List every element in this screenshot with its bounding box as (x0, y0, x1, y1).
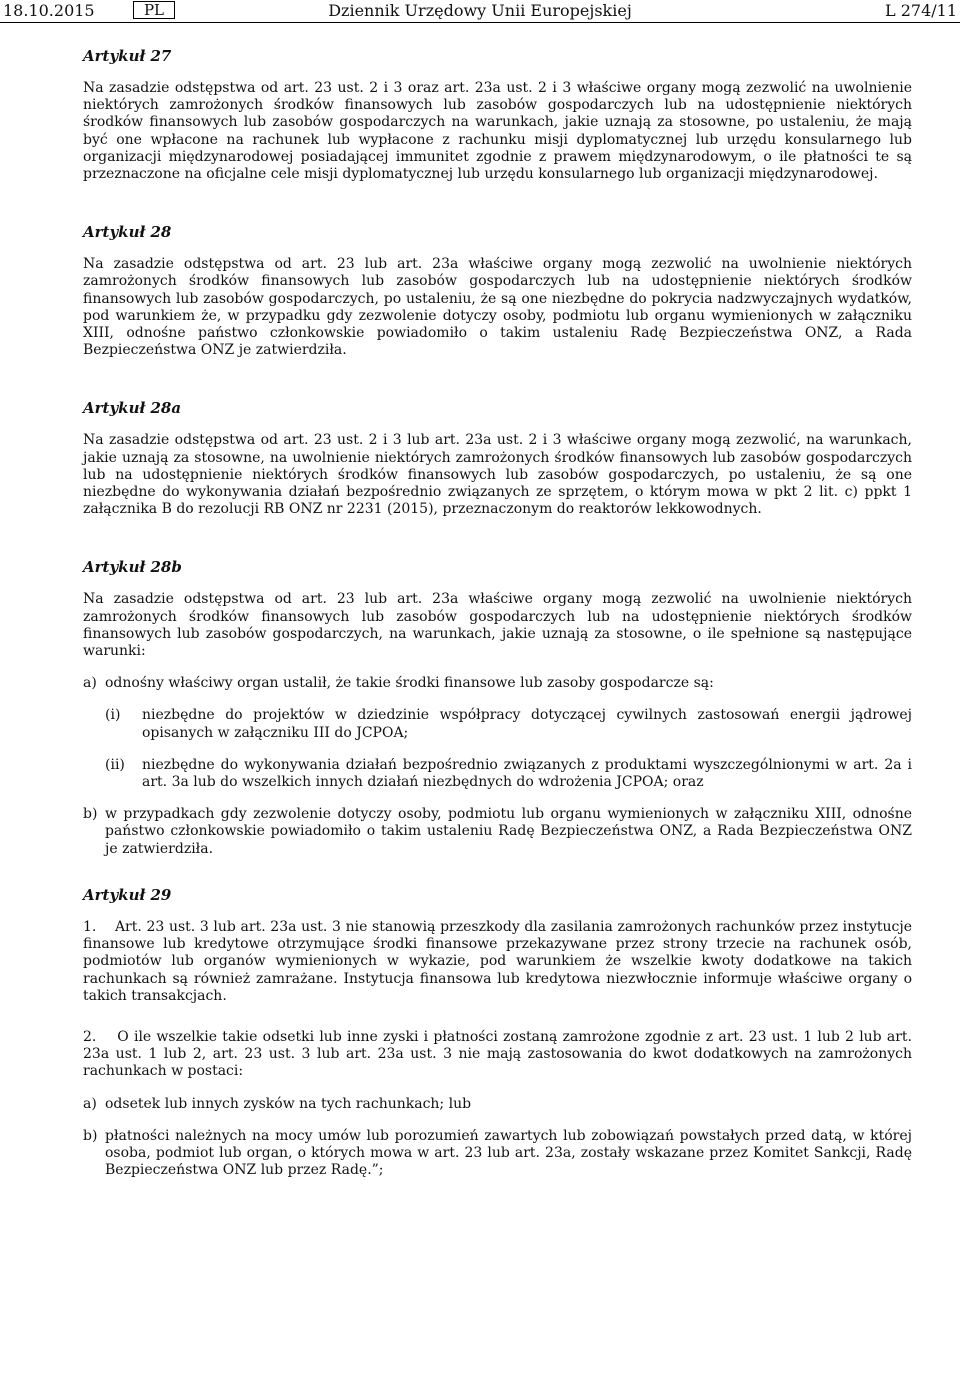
article-29-point-b (83, 1128, 912, 1180)
language-badge: PL (133, 1, 175, 19)
list-text: odnośny właściwy organ ustalił, że takie środki finansowe lub zasoby gospodarcze są: (105, 675, 714, 692)
article-28b-title: Artykuł 28b (83, 558, 182, 577)
list-label: b) (83, 806, 98, 823)
journal-title: Dziennik Urzędowy Unii Europejskiej (328, 1, 632, 20)
article-28b-point-ii (105, 757, 912, 791)
header-date: 18.10.2015 (3, 1, 95, 20)
article-29-point-a (83, 1096, 912, 1113)
article-28b-point-a (83, 675, 912, 692)
article-28b-point-b (83, 806, 912, 858)
article-27-title: Artykuł 27 (83, 47, 172, 65)
list-label: a) (83, 1095, 97, 1112)
list-text: niezbędne do wykonywania działań bezpośrednio związanych z produktami wyszczególnionymi w art. 2a i art. 3a lub do wszelkich innych działań niezbędnych do wdrożenia JCPOA; oraz (142, 756, 912, 791)
article-28a-text: Na zasadzie odstępstwa od art. 23 ust. 2 i 3 lub art. 23a ust. 2 i 3 właściwe organy mogą zezwolić, na warunkach, jakie uznają za stosowne, na uwolnienie niektórych zamrożonych środków finansowych lub zasobów gospodarczych lub na udostępnienie niektórych środków finansowych lub zasobów gospodarczych, po ustaleniu, że są one niezbędne do wykonywania działań bezpośrednio związanych ze sprzętem, o którym mowa w pkt 2 lit. c) ppkt 1 załącznika B do rezolucji RB ONZ nr 2231 (2015), przeznaczonym do reaktorów lekkowodnych. (83, 432, 912, 518)
article-28a-title: Artykuł 28a (83, 399, 182, 418)
article-29-paragraph-1: 1. Art. 23 ust. 3 lub art. 23a ust. 3 nie stanowią przeszkody dla zasilania zamrożonych rachunków przez instytucje finansowe lub kredytowe otrzymujące środki finansowe przekazywane przez strony trzecie na rachunek osób, podmiotów lub organów wymienionych w wykazie, pod warunkiem że wszelkie kwoty dodatkowe na takich rachunkach są również zamrażane. Instytucja finansowa lub kredytowa niezwłocznie informuje właściwe organy o takich transakcjach. (83, 918, 917, 1004)
list-text: niezbędne do projektów w dziedzinie współpracy dotyczącej cywilnych zastosowań energii jądrowej opisanych w załączniku III do JCPOA; (142, 707, 912, 741)
page-number: L 274/11 (885, 1, 957, 20)
list-label: (ii) (105, 756, 125, 773)
list-text: w przypadkach gdy zezwolenie dotyczy osoby, podmiotu lub organu wymienionych w załączniku XIII, odnośne państwo członkowskie powiadomiło o takim ustaleniu Radę Bezpieczeństwa ONZ, a Rada Bezpieczeństwa ONZ je zatwierdziła. (105, 806, 912, 857)
article-28-title: Artykuł 28 (83, 223, 172, 242)
list-label: b) (83, 1127, 98, 1144)
list-label: (i) (105, 707, 121, 724)
article-27-text: Na zasadzie odstępstwa od art. 23 ust. 2 i 3 oraz art. 23a ust. 2 i 3 właściwe organy mogą zezwolić na uwolnienie niektórych zamrożonych środków finansowych lub zasobów gospodarczych lub na udostępnienie niektórych środków finansowych lub zasobów gospodarczych na warunkach, jakie uznają za stosowne, po ustaleniu, że mają być one wpłacone na rachunek lub wypłacone z rachunku misji dyplomatycznej lub urzędu konsularnego lub organizacji międzynarodowej posiadającej immunitet zgodnie z prawem międzynarodowym, o ile płatności te są przeznaczone na oficjalne cele misji dyplomatycznej lub urzędu konsularnego lub organizacji międzynarodowej. (83, 80, 912, 183)
article-28b-text: Na zasadzie odstępstwa od art. 23 lub art. 23a właściwe organy mogą zezwolić na uwolnienie niektórych zamrożonych środków finansowych lub zasobów gospodarczych lub na udostępnienie niektórych środków finansowych lub zasobów gospodarczych, na warunkach, jakie uznają za stosowne, o ile spełnione są następujące warunki: (83, 591, 912, 660)
list-text: płatności należnych na mocy umów lub porozumień zawartych lub zobowiązań powstałych przed datą, w której osoba, podmiot lub organ, o których mowa w art. 23 lub art. 23a, zostały wskazane przez Komitet Sankcji, Radę Bezpieczeństwa ONZ lub przez Radę.”; (105, 1127, 912, 1179)
article-28b-point-i (105, 707, 912, 741)
article-29-paragraph-2: 2. O ile wszelkie takie odsetki lub inne zyski i płatności zostaną zamrożone zgodnie z art. 23 ust. 1 lub 2 lub art. 23a ust. 1 lub 2, art. 23 ust. 3 lub art. 23a ust. 3 nie mają zastosowania do kwot dodatkowych na zamrożonych rachunkach w postaci: (83, 1028, 917, 1080)
list-label: a) (83, 675, 97, 692)
list-text: odsetek lub innych zysków na tych rachunkach; lub (105, 1095, 472, 1112)
article-28-text: Na zasadzie odstępstwa od art. 23 lub art. 23a właściwe organy mogą zezwolić na uwolnienie niektórych zamrożonych środków finansowych lub zasobów gospodarczych lub na udostępnienie niektórych środków finansowych lub zasobów gospodarczych, po ustaleniu, że są one niezbędne do pokrycia nadzwyczajnych wydatków, pod warunkiem że, w przypadku gdy zezwolenie dotyczy osoby, podmiotu lub organu wymienionych w załączniku XIII, odnośne państwo członkowskie powiadomiło o takim ustaleniu Radę Bezpieczeństwa ONZ, a Rada Bezpieczeństwa ONZ je zatwierdziła. (83, 256, 912, 359)
journal-header (0, 0, 960, 23)
article-29-title: Artykuł 29 (83, 885, 172, 904)
